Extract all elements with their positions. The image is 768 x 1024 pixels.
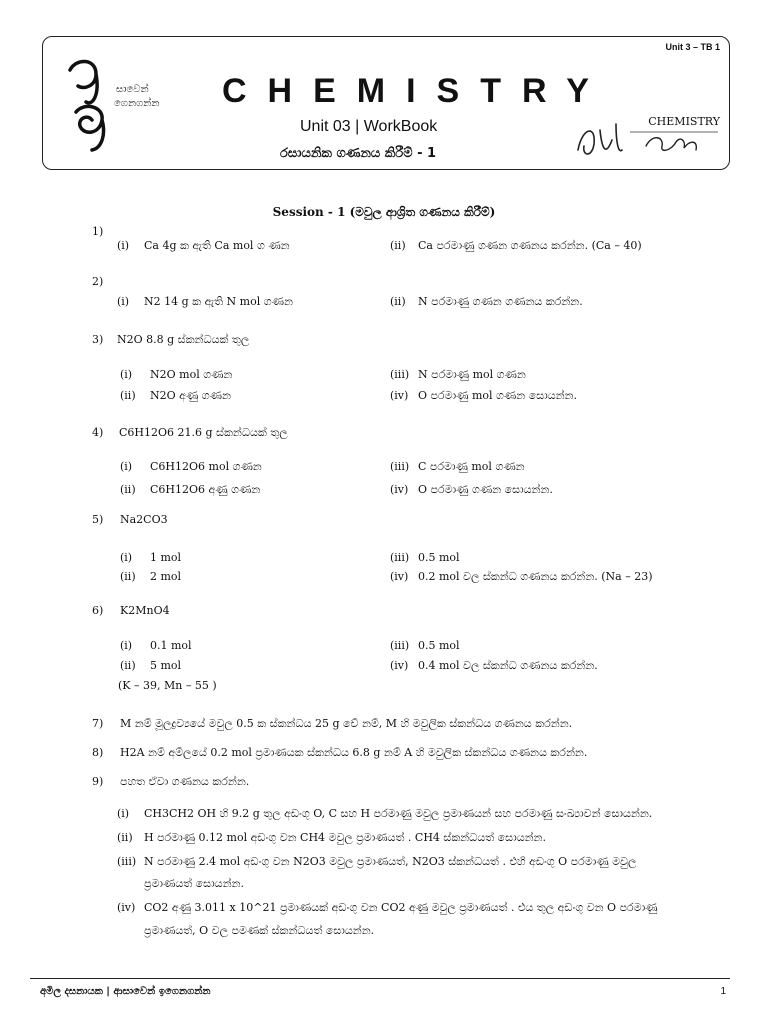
q1-i-label: (i)	[117, 239, 130, 252]
q5-iii-label: (iii)	[390, 551, 410, 564]
q5-i-label: (i)	[120, 551, 133, 564]
q9-iii-continuation: ප්‍රමාණයත් සොයන්න.	[144, 877, 244, 890]
q3-iv-label: (iv)	[390, 389, 409, 402]
q6-number: 6)	[92, 604, 104, 617]
brand-logo	[62, 56, 182, 156]
q4-text: C6H12O6 21.6 g ස්කන්ධයක් තුල	[119, 426, 288, 439]
q2-number: 2)	[92, 275, 104, 288]
q1-i-text: Ca 4g ක ඇති Ca mol ග ණන	[144, 239, 290, 252]
page-title: CHEMISTRY	[222, 72, 610, 110]
q6-iv-label: (iv)	[390, 659, 409, 672]
q6-ii-label: (ii)	[120, 659, 136, 672]
q1-ii-text: Ca පරමාණු ගණන ගණනය කරන්න. (Ca – 40)	[418, 239, 642, 252]
q4-ii-text: C6H12O6 අණු ගණන	[150, 483, 261, 496]
q3-iii-text: N පරමාණු mol ගණන	[418, 368, 526, 381]
q4-ii-label: (ii)	[120, 483, 136, 496]
q4-iii-text: C පරමාණු mol ගණන	[418, 460, 525, 473]
q3-i-label: (i)	[120, 368, 133, 381]
q4-number: 4)	[92, 426, 104, 439]
q9-i-label: (i)	[117, 807, 130, 820]
unit-tag: Unit 3 – TB 1	[665, 42, 720, 52]
logo-text-line1: සාවෙන්	[116, 84, 149, 95]
q8-number: 8)	[92, 746, 104, 759]
author-logo-label: CHEMISTRY	[648, 115, 720, 128]
q6-ii-text: 5 mol	[150, 659, 182, 672]
q9-iii-text: N පරමාණු 2.4 mol අඩංගු වන N2O3 මවුල ප්‍රමාණයත්, N2O3 ස්කන්ධයත් . එහි අඩංගු O පරමාණු මවුල	[144, 855, 637, 868]
q9-iii-label: (iii)	[117, 855, 137, 868]
q9-text: පහත ඒවා ගණනය කරන්න.	[120, 775, 250, 788]
page-number: 1	[720, 986, 726, 997]
q9-iv-text: CO2 අණු 3.011 x 10^21 ප්‍රමාණයක් අඩංගු වන CO2 අණු මවුල ප්‍රමාණයත් . එය තුල අඩංගු වන O පරමාණු	[144, 901, 658, 914]
page-subtitle-sinhala: රසායනික ගණනය කිරීම් - 1	[280, 146, 437, 161]
q3-text: N2O 8.8 g ස්කන්ධයක් තුල	[117, 333, 250, 346]
q9-iv-continuation: ප්‍රමාණයත්, O වල පමණක් ස්කන්ධයත් සොයන්න.	[144, 924, 375, 937]
q5-ii-text: 2 mol	[150, 570, 182, 583]
q5-iv-text: 0.2 mol වල ස්කන්ධ ගණනය කරන්න. (Na – 23)	[418, 570, 653, 583]
q9-ii-text: H පරමාණු 0.12 mol අඩංගු වන CH4 මවුල ප්‍රමාණයත් . CH4 ස්කන්ධයත් සොයන්න.	[144, 831, 546, 844]
q7-text: M නම් මූලද්‍රව්‍යයේ මවුල 0.5 ක ස්කන්ධය 25 g වේ නම්, M හි මවුලික ස්කන්ධය ගණනය කරන්න.	[120, 717, 573, 730]
q4-i-text: C6H12O6 mol ගණන	[150, 460, 262, 473]
q7-number: 7)	[92, 717, 104, 730]
q9-i-text: CH3CH2 OH හි 9.2 g තුල අඩංගු O, C සහ H පරමාණු මවුල ප්‍රමාණයන් සහ පරමාණු සංඛ්‍යාවන් සොයන්න.	[144, 807, 653, 820]
q6-iii-text: 0.5 mol	[418, 639, 460, 652]
q9-iv-label: (iv)	[117, 901, 136, 914]
q8-text: H2A නම් අම්ලයේ 0.2 mol ප්‍රමාණයක ස්කන්ධය 6.8 g නම් A හි මවුලික ස්කන්ධය ගණනය කරන්න.	[120, 746, 588, 759]
q6-i-label: (i)	[120, 639, 133, 652]
footer-divider	[30, 978, 730, 979]
q4-i-label: (i)	[120, 460, 133, 473]
q9-number: 9)	[92, 775, 104, 788]
q6-iii-label: (iii)	[390, 639, 410, 652]
q2-ii-text: N පරමාණු ගණන ගණනය කරන්න.	[418, 295, 583, 308]
q5-iv-label: (iv)	[390, 570, 409, 583]
q5-number: 5)	[92, 513, 104, 526]
q4-iv-text: O පරමාණු ගණන සොයන්න.	[418, 483, 553, 496]
q1-ii-label: (ii)	[390, 239, 406, 252]
q6-i-text: 0.1 mol	[150, 639, 192, 652]
page-subtitle: Unit 03 | WorkBook	[300, 118, 438, 135]
author-logo	[572, 110, 722, 165]
q4-iv-label: (iv)	[390, 483, 409, 496]
q3-iii-label: (iii)	[390, 368, 410, 381]
session-heading: Session - 1 (මවුල ආශ්‍රිත ගණනය කිරීම්)	[272, 205, 496, 219]
q6-text: K2MnO4	[120, 604, 170, 617]
q1-number: 1)	[92, 225, 104, 238]
q2-i-text: N2 14 g ක ඇති N mol ගණන	[144, 295, 293, 308]
q9-ii-label: (ii)	[117, 831, 133, 844]
logo-text-line2: ගෙනගන්න	[114, 98, 160, 109]
q3-iv-text: O පරමාණු mol ගණන සොයන්න.	[418, 389, 577, 402]
q3-ii-text: N2O අණු ගණන	[150, 389, 231, 402]
q3-number: 3)	[92, 333, 104, 346]
q6-iv-text: 0.4 mol වල ස්කන්ධ ගණනය කරන්න.	[418, 659, 598, 672]
brand-logo-icon	[62, 56, 122, 156]
q4-iii-label: (iii)	[390, 460, 410, 473]
q2-ii-label: (ii)	[390, 295, 406, 308]
q5-text: Na2CO3	[120, 513, 168, 526]
q6-atomic-masses: (K – 39, Mn – 55 )	[118, 679, 217, 692]
q5-i-text: 1 mol	[150, 551, 182, 564]
q3-ii-label: (ii)	[120, 389, 136, 402]
q3-i-text: N2O mol ගණන	[150, 368, 233, 381]
q5-iii-text: 0.5 mol	[418, 551, 460, 564]
q5-ii-label: (ii)	[120, 570, 136, 583]
q2-i-label: (i)	[117, 295, 130, 308]
footer-author: අමිල දසනායක | ආසාවෙන් ඉගෙනගන්න	[40, 986, 211, 997]
